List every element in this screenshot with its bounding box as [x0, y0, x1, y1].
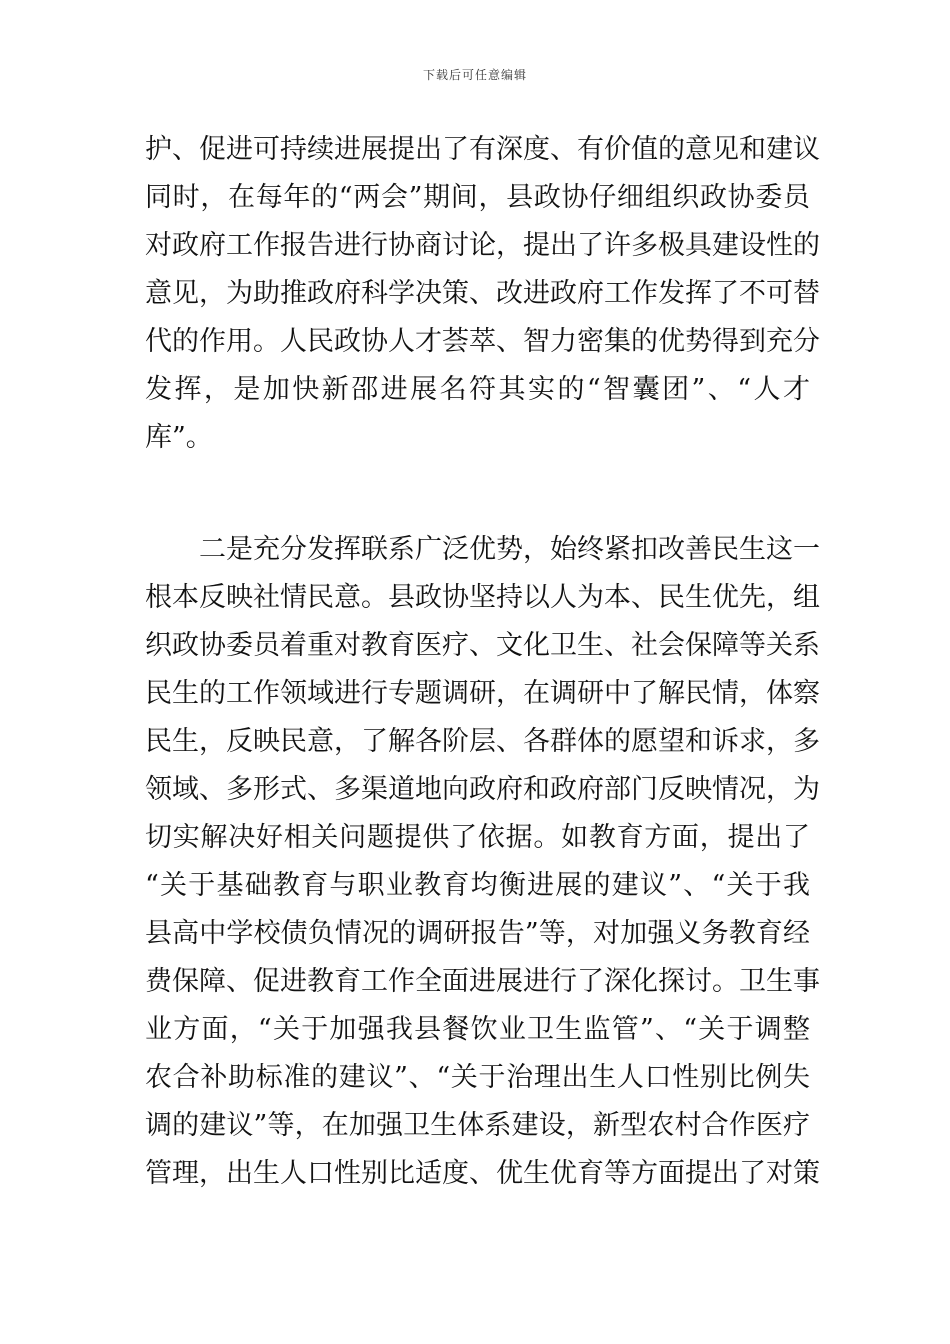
paragraph-line: 民生的工作领域进行专题调研，在调研中了解民情，体察 [145, 678, 820, 709]
paragraph-line: 对政府工作报告进行协商讨论，提出了许多极具建设性的 [145, 230, 820, 261]
paragraph-line: 代的作用。人民政协人才荟萃、智力密集的优势得到充分 [145, 326, 820, 357]
paragraph-line: 护、促进可持续进展提出了有深度、有价值的意见和建议 [145, 134, 820, 165]
page-header-note: 下载后可任意编辑 [422, 68, 527, 82]
paragraph-line: 二是充分发挥联系广泛优势，始终紧扣改善民生这一 [199, 534, 820, 565]
paragraph-line: 同时，在每年的“两会”期间，县政协仔细组织政协委员 [145, 182, 810, 213]
paragraph-line: 发挥，是加快新邵进展名符其实的“智囊团”、“人才 [145, 374, 810, 405]
paragraph-line: 调的建议”等，在加强卫生体系建设，新型农村合作医疗 [145, 1110, 810, 1141]
paragraph-2 [145, 526, 820, 1198]
paragraph-line: 领域、多形式、多渠道地向政府和政府部门反映情况，为 [145, 774, 820, 805]
paragraph-line: 根本反映社情民意。县政协坚持以人为本、民生优先，组 [145, 582, 820, 613]
paragraph-line: 民生，反映民意，了解各阶层、各群体的愿望和诉求，多 [145, 726, 820, 757]
paragraph-line: 业方面，“关于加强我县餐饮业卫生监管”、“关于调整 [145, 1014, 810, 1045]
paragraph-1 [145, 126, 820, 462]
paragraph-line: 织政协委员着重对教育医疗、文化卫生、社会保障等关系 [145, 630, 820, 661]
paragraph-line: 费保障、促进教育工作全面进展进行了深化探讨。卫生事 [145, 966, 820, 997]
paragraph-line: 切实解决好相关问题提供了依据。如教育方面，提出了 [145, 822, 810, 853]
paragraph-line: 农合补助标准的建议”、“关于治理出生人口性别比例失 [145, 1062, 810, 1093]
paragraph-line: 意见，为助推政府科学决策、改进政府工作发挥了不可替 [145, 278, 820, 309]
paragraph-line: 管理，出生人口性别比适度、优生优育等方面提出了对策 [145, 1158, 820, 1189]
paragraph-line: 县高中学校债负情况的调研报告”等，对加强义务教育经 [145, 918, 810, 949]
paragraph-line: 库”。 [145, 422, 213, 453]
paragraph-line: “关于基础教育与职业教育均衡进展的建议”、“关于我 [145, 870, 810, 901]
